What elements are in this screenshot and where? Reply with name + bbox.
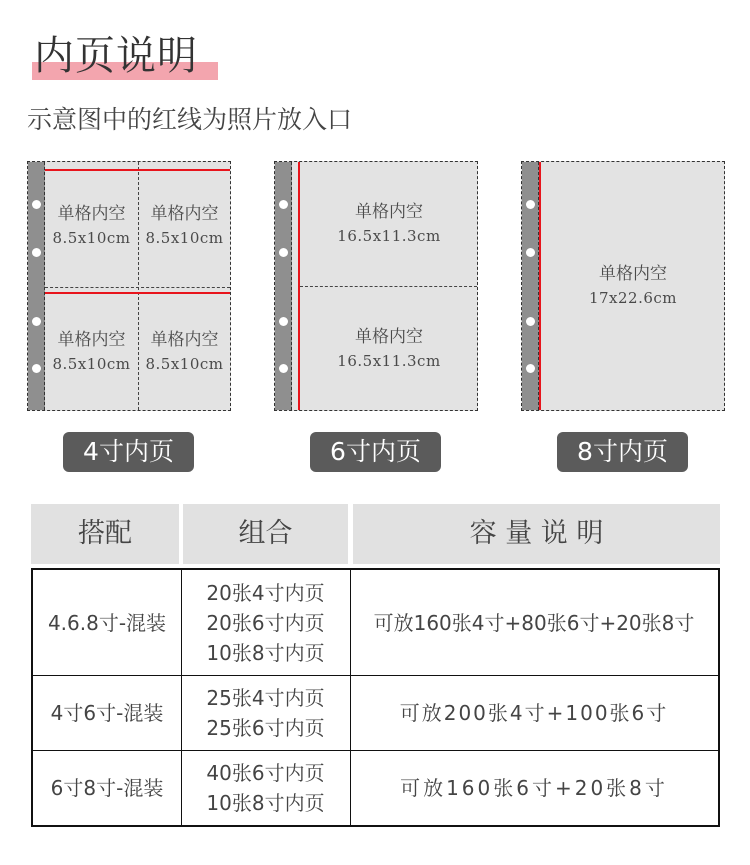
label-6inch-page: 6寸内页 [310, 432, 441, 472]
table-row-capacity [350, 675, 718, 750]
opening-line [45, 292, 230, 294]
cell-label [300, 325, 478, 373]
cell-name: 单格内空 [57, 330, 126, 350]
cell-size: 8.5x10cm [145, 229, 224, 247]
cell-label [45, 328, 138, 376]
table-row-combo [33, 750, 181, 825]
binder-hole [526, 317, 535, 326]
table-row-items [181, 570, 350, 675]
cell-label [300, 200, 478, 248]
binder-hole [279, 200, 288, 209]
item-text: 25张4寸内页 [206, 685, 325, 710]
item-text: 25张6寸内页 [206, 715, 325, 740]
cell-size: 8.5x10cm [52, 229, 131, 247]
label-8inch-page: 8寸内页 [557, 432, 688, 472]
cell-size: 8.5x10cm [145, 355, 224, 373]
binder-hole [279, 248, 288, 257]
binding-strip [522, 162, 539, 410]
cell-divider [300, 286, 477, 287]
item-text: 40张6寸内页 [206, 760, 325, 785]
cell-size: 16.5x11.3cm [337, 352, 441, 370]
binder-hole [526, 200, 535, 209]
capacity-text: 可放160张6寸+20张8寸 [400, 775, 668, 800]
cell-label [541, 262, 725, 310]
combo-text: 4寸6寸-混装 [50, 700, 164, 725]
cell-label [138, 202, 231, 250]
page-diagram-6inch [274, 161, 478, 411]
item-text: 10张8寸内页 [206, 790, 325, 815]
item-text: 10张8寸内页 [206, 640, 325, 665]
binder-hole [279, 317, 288, 326]
table-row-items [181, 750, 350, 825]
capacity-table [31, 568, 720, 827]
binding-strip [275, 162, 292, 410]
capacity-text: 可放160张4寸+80张6寸+20张8寸 [373, 610, 695, 635]
item-text: 20张4寸内页 [206, 580, 325, 605]
page-title: 内页说明 [34, 33, 198, 79]
label-4inch-page: 4寸内页 [63, 432, 194, 472]
table-header-capacity: 容 量 说 明 [353, 504, 720, 564]
binder-hole [32, 317, 41, 326]
opening-line [45, 169, 230, 171]
cell-divider [45, 287, 230, 288]
page-diagram-8inch [521, 161, 725, 411]
binder-hole [32, 364, 41, 373]
combo-text: 6寸8寸-混装 [50, 775, 164, 800]
page-diagram-4inch [27, 161, 231, 411]
item-text: 20张6寸内页 [206, 610, 325, 635]
binder-hole [526, 248, 535, 257]
table-row-combo [33, 675, 181, 750]
combo-text: 4.6.8寸-混装 [47, 610, 167, 635]
cell-name: 单格内空 [599, 264, 667, 284]
cell-name: 单格内空 [150, 330, 219, 350]
binding-strip [28, 162, 45, 410]
capacity-text: 可放200张4寸+100张6寸 [399, 700, 669, 725]
cell-label [138, 328, 231, 376]
cell-size: 16.5x11.3cm [337, 227, 441, 245]
binder-hole [32, 200, 41, 209]
table-header-combo: 搭配 [31, 504, 179, 564]
table-row-combo [33, 570, 181, 675]
binder-hole [32, 248, 41, 257]
cell-name: 单格内空 [355, 202, 423, 222]
cell-name: 单格内空 [57, 204, 126, 224]
binder-hole [526, 364, 535, 373]
section-title [32, 30, 218, 82]
table-row-capacity [350, 570, 718, 675]
cell-size: 17x22.6cm [588, 289, 678, 307]
cell-name: 单格内空 [150, 204, 219, 224]
binder-hole [279, 364, 288, 373]
cell-name: 单格内空 [355, 327, 423, 347]
table-row-capacity [350, 750, 718, 825]
table-header-items: 组合 [183, 504, 348, 564]
cell-label [45, 202, 138, 250]
cell-size: 8.5x10cm [52, 355, 131, 373]
subtitle: 示意图中的红线为照片放入口 [27, 105, 353, 134]
table-row-items [181, 675, 350, 750]
